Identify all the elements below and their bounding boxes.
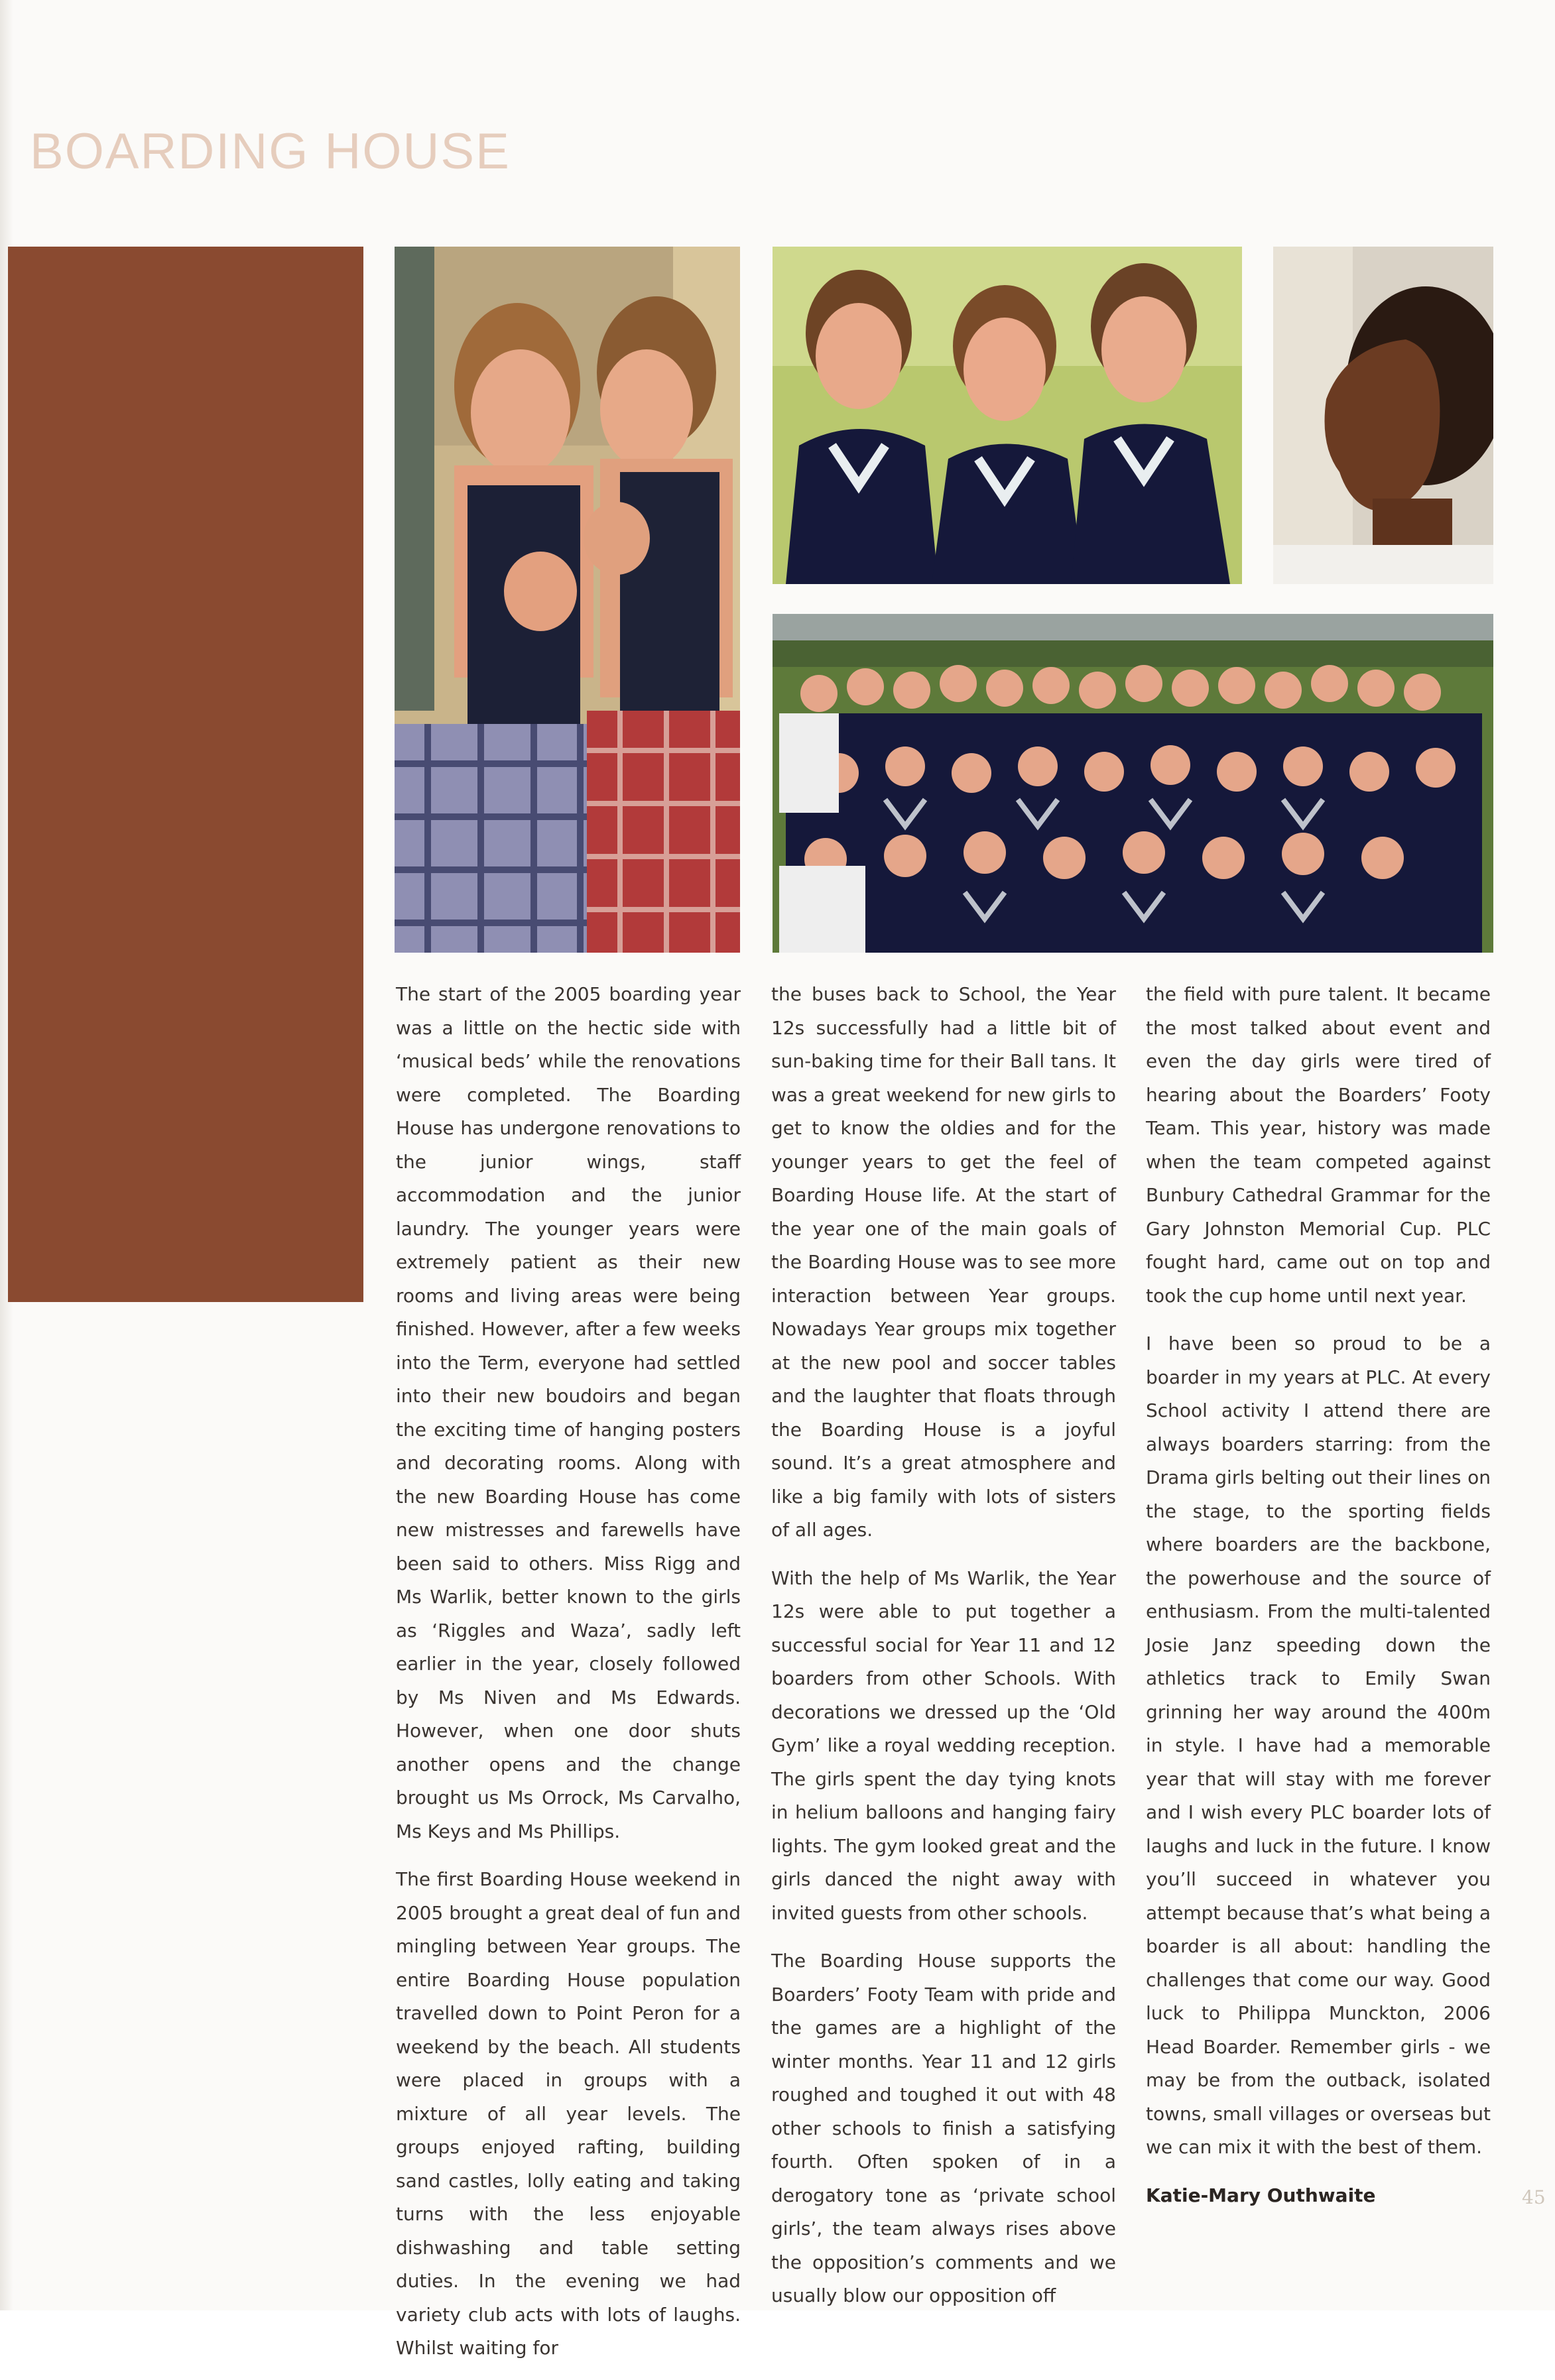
- color-block: [8, 247, 363, 1302]
- article-column-3: [1146, 978, 1491, 2227]
- article-paragraph: The start of the 2005 boarding year was a little on the hectic side with ‘musical beds’ while the renovations were completed. The Boarding House has undergone renovations to the junior wings, staff accommodation and the junior laundry. The younger years were extremely patient as their new rooms and living areas were being finished. However, after a few weeks into the Term, everyone had settled into their new boudoirs and began the exciting time of hanging posters and decorating rooms. Along with the new Boarding House has come new mistresses and farewells have been said to others. Miss Rigg and Ms Warlik, better known to the girls as ‘Riggles and Waza’, sadly left earlier in the year, closely followed by Ms Niven and Ms Edwards. However, when one door shuts another opens and the change brought us Ms Orrock, Ms Carvalho, Ms Keys and Ms Phillips.: [396, 983, 741, 1842]
- section-title: BOARDING HOUSE: [30, 123, 511, 180]
- article-paragraph: The Boarding House supports the Boarders’ Footy Team with pride and the games are a highlight of the winter months. Year 11 and 12 girls roughed and toughed it out with 48 other schools to finish a satisfying fourth. Often spoken of in a derogatory tone as ‘private school girls’, the team always rises above the opposition’s comments and we usually blow our opposition off: [771, 1950, 1116, 2306]
- author-byline: Katie-Mary Outhwaite: [1146, 2184, 1376, 2206]
- article-paragraph: the buses back to School, the Year 12s successfully had a little bit of sun-baking time for their Ball tans. It was a great weekend for new girls to get to know the oldies and for the younger years to get the feel of Boarding House life. At the start of the year one of the main goals of the Boarding House was to see more interaction between Year groups. Nowadays Year groups mix together at the new pool and soccer tables and the laughter that floats through the Boarding House is a joyful sound. It’s a great atmosphere and like a big family with lots of sisters of all ages.: [771, 983, 1116, 1541]
- photo-girl-profile: [1273, 247, 1493, 584]
- article-paragraph: the field with pure talent. It became the most talked about event and even the day girls were tired of hearing about the Boarders’ Footy Team. This year, history was made when the team competed against Bunbury Cathedral Grammar for the Gary Johnston Memorial Cup. PLC fought hard, came out on top and took the cup home until next year.: [1146, 983, 1491, 1307]
- photo-girl-profile-image: [1273, 247, 1493, 584]
- photo-footy-team-image: [773, 614, 1493, 953]
- article-column-2: [771, 978, 1116, 2328]
- article-paragraph: With the help of Ms Warlik, the Year 12s were able to put together a successful social for Year 11 and 12 boarders from other Schools. With decorations we dressed up the ‘Old Gym’ like a royal wedding reception. The girls spent the day tying knots in helium balloons and hanging fairy lights. The gym looked great and the girls danced the night away with invited guests from other schools.: [771, 1567, 1116, 1924]
- photo-boarders-flexing: [395, 247, 740, 953]
- article-paragraph: The first Boarding House weekend in 2005 brought a great deal of fun and mingling between Year groups. The entire Boarding House population travelled down to Point Peron for a weekend by the beach. All students were placed in groups with a mixture of all year levels. The groups enjoyed rafting, building sand castles, lolly eating and taking turns with the less enjoyable dishwashing and table setting duties. In the evening we had variety club acts with lots of laughs. Whilst waiting for: [396, 1868, 741, 2359]
- page-number: 45: [1522, 2186, 1546, 2208]
- photo-three-players-image: [773, 247, 1242, 584]
- photo-boarders-flexing-image: [395, 247, 740, 953]
- photo-footy-team: [773, 614, 1493, 953]
- article-column-1: [396, 978, 741, 2380]
- photo-three-players: [773, 247, 1242, 584]
- article-paragraph: I have been so proud to be a boarder in my years at PLC. At every School activity I attend there are always boarders starring: from the Drama girls belting out their lines on the stage, to the sporting fields where boarders are the backbone, the powerhouse and the source of enthusiasm. From the multi-talented Josie Janz speeding down the athletics track to Emily Swan grinning her way around the 400m in style. I have had a memorable year that will stay with me forever and I wish every PLC boarder lots of laughs and luck in the future. I know you’ll succeed in whatever you attempt because that’s what being a boarder is all about: handling the challenges that come our way. Good luck to Philippa Munckton, 2006 Head Boarder. Remember girls - we may be from the outback, isolated towns, small villages or overseas but we can mix it with the best of them.: [1146, 1333, 1491, 2158]
